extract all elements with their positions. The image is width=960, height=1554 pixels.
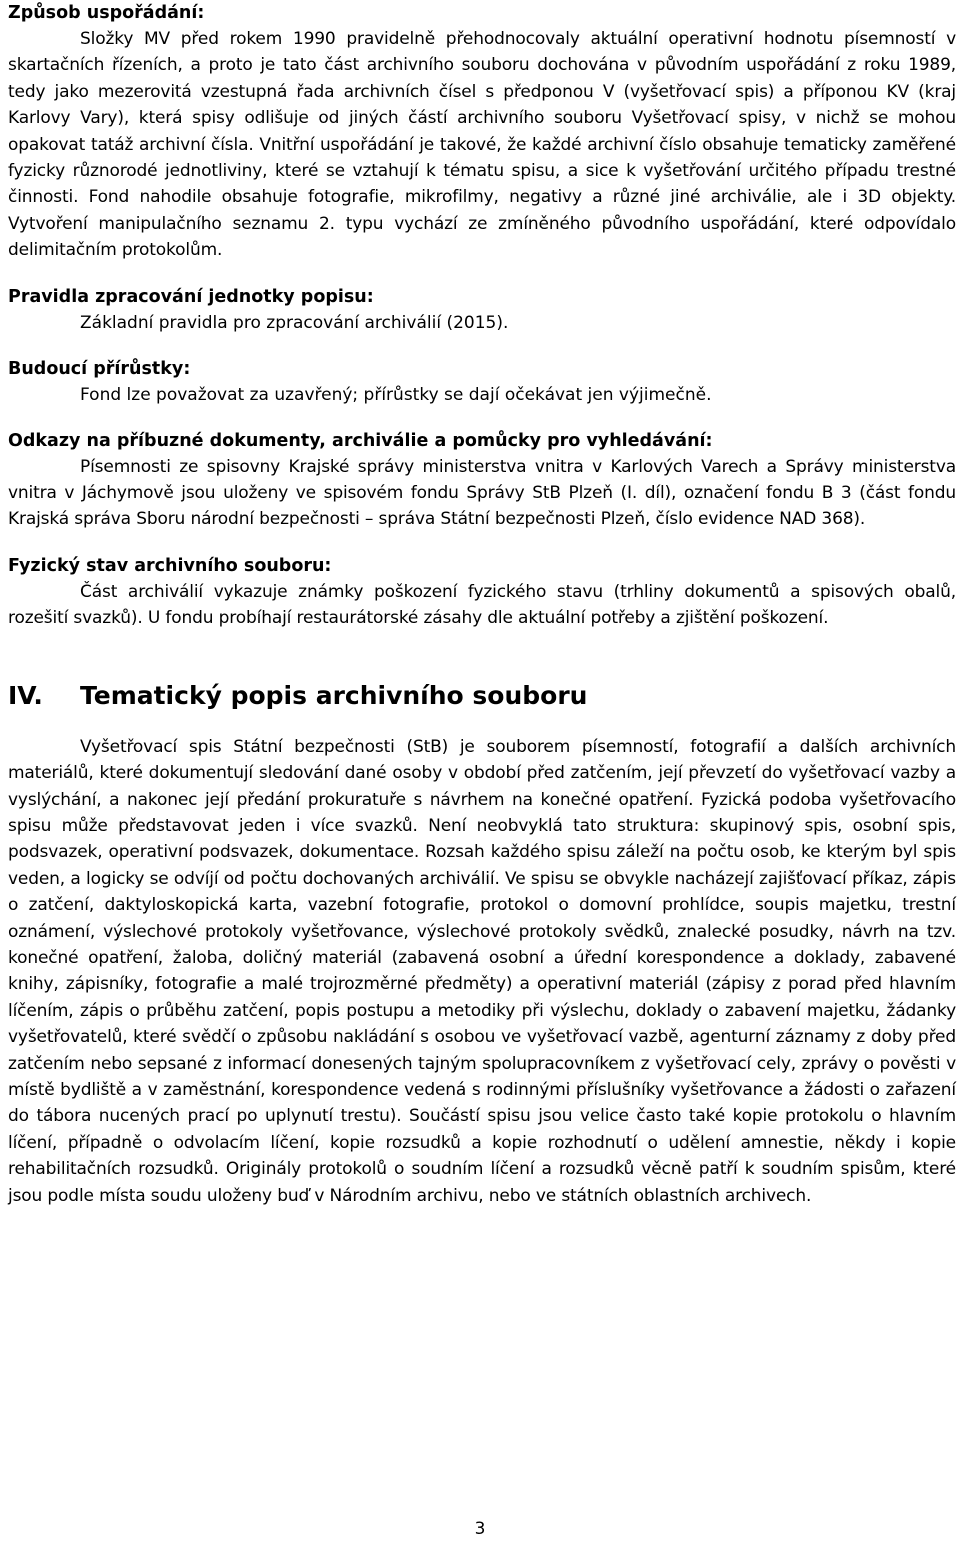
related-text: Písemnosti ze spisovny Krajské správy ministerstva vnitra v Karlových Varech a Správy ministerstva vnitra v Jáchymově jsou uloženy ve spisovém fondu Správy StB Plzeň (I. díl), označení fondu B 3 (část fondu Krajská správa Sboru národní bezpečnosti – správa Státní bezpečnosti Plzeň, číslo evidence NAD 368). <box>8 456 956 530</box>
arrangement-heading: Způsob uspořádání: <box>8 3 205 23</box>
accruals-text: Fond lze považovat za uzavřený; přírůstky se dají očekávat jen výjimečně. <box>80 384 712 405</box>
chapter-number: IV. <box>8 680 43 710</box>
chapter-title: Tematický popis archivního souboru <box>80 680 588 710</box>
accruals-heading: Budoucí přírůstky: <box>8 358 191 379</box>
chapter-heading <box>8 678 956 714</box>
rules-text: Základní pravidla pro zpracování archiválií (2015). <box>80 312 509 333</box>
arrangement-text: Složky MV před rokem 1990 pravidelně přehodnocovaly aktuální operativní hodnotu písemností v skartačních řízeních, a proto je tato část archivního souboru dochována v původním uspořádání z roku 1989, tedy jako mezerovitá vzestupná řada archivních čísel s předponou V (vyšetřovací spis) a příponou KV (kraj Karlovy Vary), která spisy odlišuje od jiných částí archivního souboru Vyšetřovací spisy, v nichž se mohou opakovat tatáž archivní čísla. Vnitřní uspořádání je takové, že každé archivní číslo obsahuje tematicky zaměřené fyzicky různorodé jednotliviny, které se vztahují k tématu spisu, a sice k vyšetřování určitého případu trestné činnosti. Fond nahodile obsahuje fotografie, mikrofilmy, negativy a různé jiné archiválie, ale i 3D objekty. Vytvoření manipulačního seznamu 2. typu vychází ze zmíněného původního uspořádání, které odpovídalo delimitačním protokolům. <box>8 29 956 261</box>
related-heading: Odkazy na příbuzné dokumenty, archiválie a pomůcky pro vyhledávání: <box>8 430 713 451</box>
document-page <box>8 0 956 1209</box>
rules-heading: Pravidla zpracování jednotky popisu: <box>8 286 374 307</box>
physical-text: Část archiválií vykazuje známky poškození fyzického stavu (trhliny dokumentů a spisových obalů, rozešití svazků). U fondu probíhají restaurátorské zásahy dle aktuální potřeby a zjištění poškození. <box>8 581 956 629</box>
physical-heading: Fyzický stav archivního souboru: <box>8 555 332 576</box>
chapter-text: Vyšetřovací spis Státní bezpečnosti (StB) je souborem písemností, fotografií a dalších archivních materiálů, které dokumentují sledování dané osoby v období před zatčením, její převzetí do vyšetřovací vazby a vyslýchání, a nakonec její předání prokuratuře s návrhem na konečné opatření. Fyzická podoba vyšetřovacího spisu může představovat jeden i více svazků. Není neobvyklá tato struktura: skupinový spis, osobní spis, podsvazek, operativní podsvazek, dokumentace. Rozsah každého spisu záleží na počtu osob, ke kterým byl spis veden, a logicky se odvíjí od počtu dochovaných archiválií. Ve spisu se obvykle nacházejí zajišťovací příkaz, zápis o zatčení, daktyloskopická karta, vazební fotografie, protokol o domovní prohlídce, soupis majetku, trestní oznámení, výslechové protokoly vyšetřovance, výslechové protokoly svědků, znalecké posudky, návrh na tzv. konečné opatření, žaloba, doličný materiál (zabavená osobní a úřední korespondence a doklady, zabavené knihy, zápisníky, fotografie a malé trojrozměrné předměty) a operativní materiál (zápisy z porad před hlavním líčením, zápis o průběhu zatčení, popis postupu a metodiky při výslechu, doklady o zabavení majetku, žádanky vyšetřovatelů, které svědčí o způsobu nakládání s osobou ve vyšetřovací vazbě, agenturní záznamy z doby před zatčením nebo sepsané z informací donesených tajným spolupracovníkem z vyšetřovací cely, zprávy o pověsti v místě bydliště a v zaměstnání, korespondence vedená s rodinnými příslušníky vyšetřovance a žádosti o zařazení do tábora nucených prací po uplynutí trestu). Součástí spisu jsou velice často také kopie protokolu o hlavním líčení, případně o odvolacím líčení, kopie rozsudků a kopie rozhodnutí o udělení amnestie, někdy i kopie rehabilitačních rozsudků. Originály protokolů o soudním líčení a rozsudků věcně patří k soudním spisům, které jsou podle místa soudu uloženy buď v Národním archivu, nebo ve státních oblastních archivech. <box>8 736 956 1206</box>
page-number: 3 <box>474 1519 486 1539</box>
